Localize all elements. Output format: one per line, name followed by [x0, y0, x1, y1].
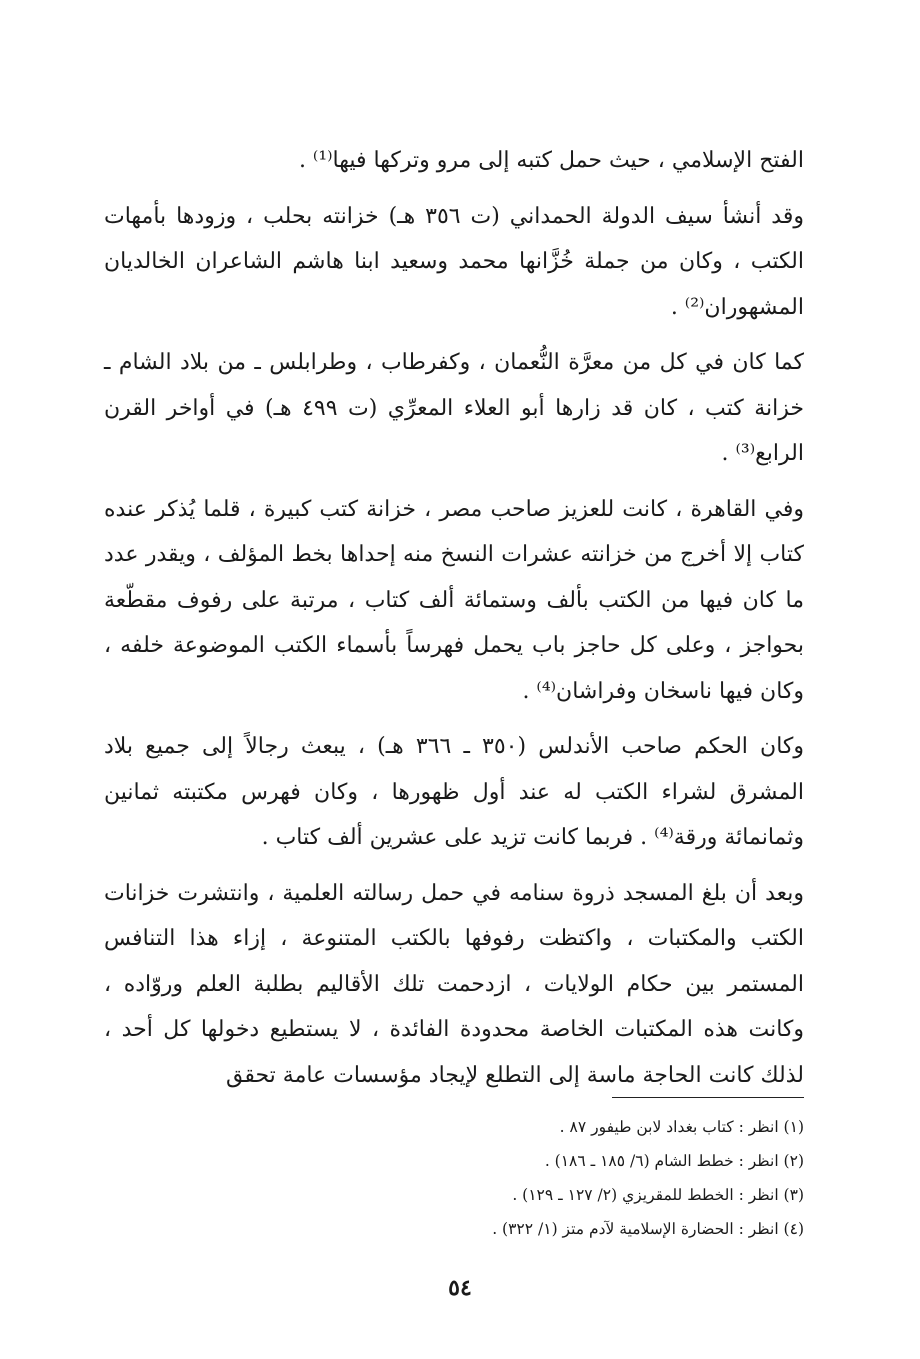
body-text [104, 138, 804, 1098]
paragraph: وكان الحكم صاحب الأندلس (٣٥٠ ـ ٣٦٦ هـ) ، يبعث رجالاً إلى جميع بلاد المشرق لشراء الكتب له عند أول ظهورها ، وكان فهرس مكتبته ثمانين وثمانمائة ورقة⁽⁴⁾ . فربما كانت تزيد على عشرين ألف كتاب . [104, 734, 804, 850]
paragraph: الفتح الإسلامي ، حيث حمل كتبه إلى مرو وتركها فيها⁽¹⁾ . [298, 148, 804, 173]
footnotes [304, 1110, 804, 1246]
page-number: ٥٤ [448, 1275, 472, 1301]
footnote-divider [612, 1097, 804, 1098]
footnote: (٢) انظر : خطط الشام (٦/ ١٨٥ ـ ١٨٦) . [544, 1152, 804, 1170]
paragraph: كما كان في كل من معرَّة النُّعمان ، وكفرطاب ، وطرابلس ـ من بلاد الشام ـ خزانة كتب ، كان قد زارها أبو العلاء المعرِّي (ت ٤٩٩ هـ) في أواخر القرن الرابع⁽³⁾ . [104, 350, 804, 466]
paragraph: وبعد أن بلغ المسجد ذروة سنامه في حمل رسالته العلمية ، وانتشرت خزانات الكتب والمكتبات ، واكتظت رفوفها بالكتب المتنوعة ، إزاء هذا التنافس المستمر بين حكام الولايات ، ازدحمت تلك الأقاليم بطلبة العلم وروّاده ، وكانت هذه المكتبات الخاصة محدودة الفائدة ، لا يستطيع دخولها كل أحد ، لذلك كانت الحاجة ماسة إلى التطلع لإيجاد مؤسسات عامة تحقق [104, 880, 804, 1088]
footnote: (٤) انظر : الحضارة الإسلامية لآدم متز (١/ ٣٢٢) . [492, 1220, 804, 1238]
paragraph: وقد أنشأ سيف الدولة الحمداني (ت ٣٥٦ هـ) خزانته بحلب ، وزودها بأمهات الكتب ، وكان من جملة خُزَّانها محمد وسعيد ابنا هاشم الشاعران الخالديان المشهوران⁽²⁾ . [104, 203, 804, 320]
paragraph: وفي القاهرة ، كانت للعزيز صاحب مصر ، خزانة كتب كبيرة ، قلما يُذكر عنده كتاب إلا أخرج من خزانته عشرات النسخ منه إحداها بخط المؤلف ، ويقدر عدد ما كان فيها من الكتب بألف وستمائة ألف كتاب ، مرتبة على رفوف مقطّعة بحواجز ، وعلى كل حاجز باب يحمل فهرساً بأسماء الكتب الموضوعة خلفه ، وكان فيها ناسخان وفراشان⁽⁴⁾ . [104, 496, 804, 704]
footnote: (٣) انظر : الخطط للمقريزي (٢/ ١٢٧ ـ ١٢٩) . [512, 1186, 804, 1204]
footnote: (١) انظر : كتاب بغداد لابن طيفور ٨٧ . [559, 1118, 804, 1136]
